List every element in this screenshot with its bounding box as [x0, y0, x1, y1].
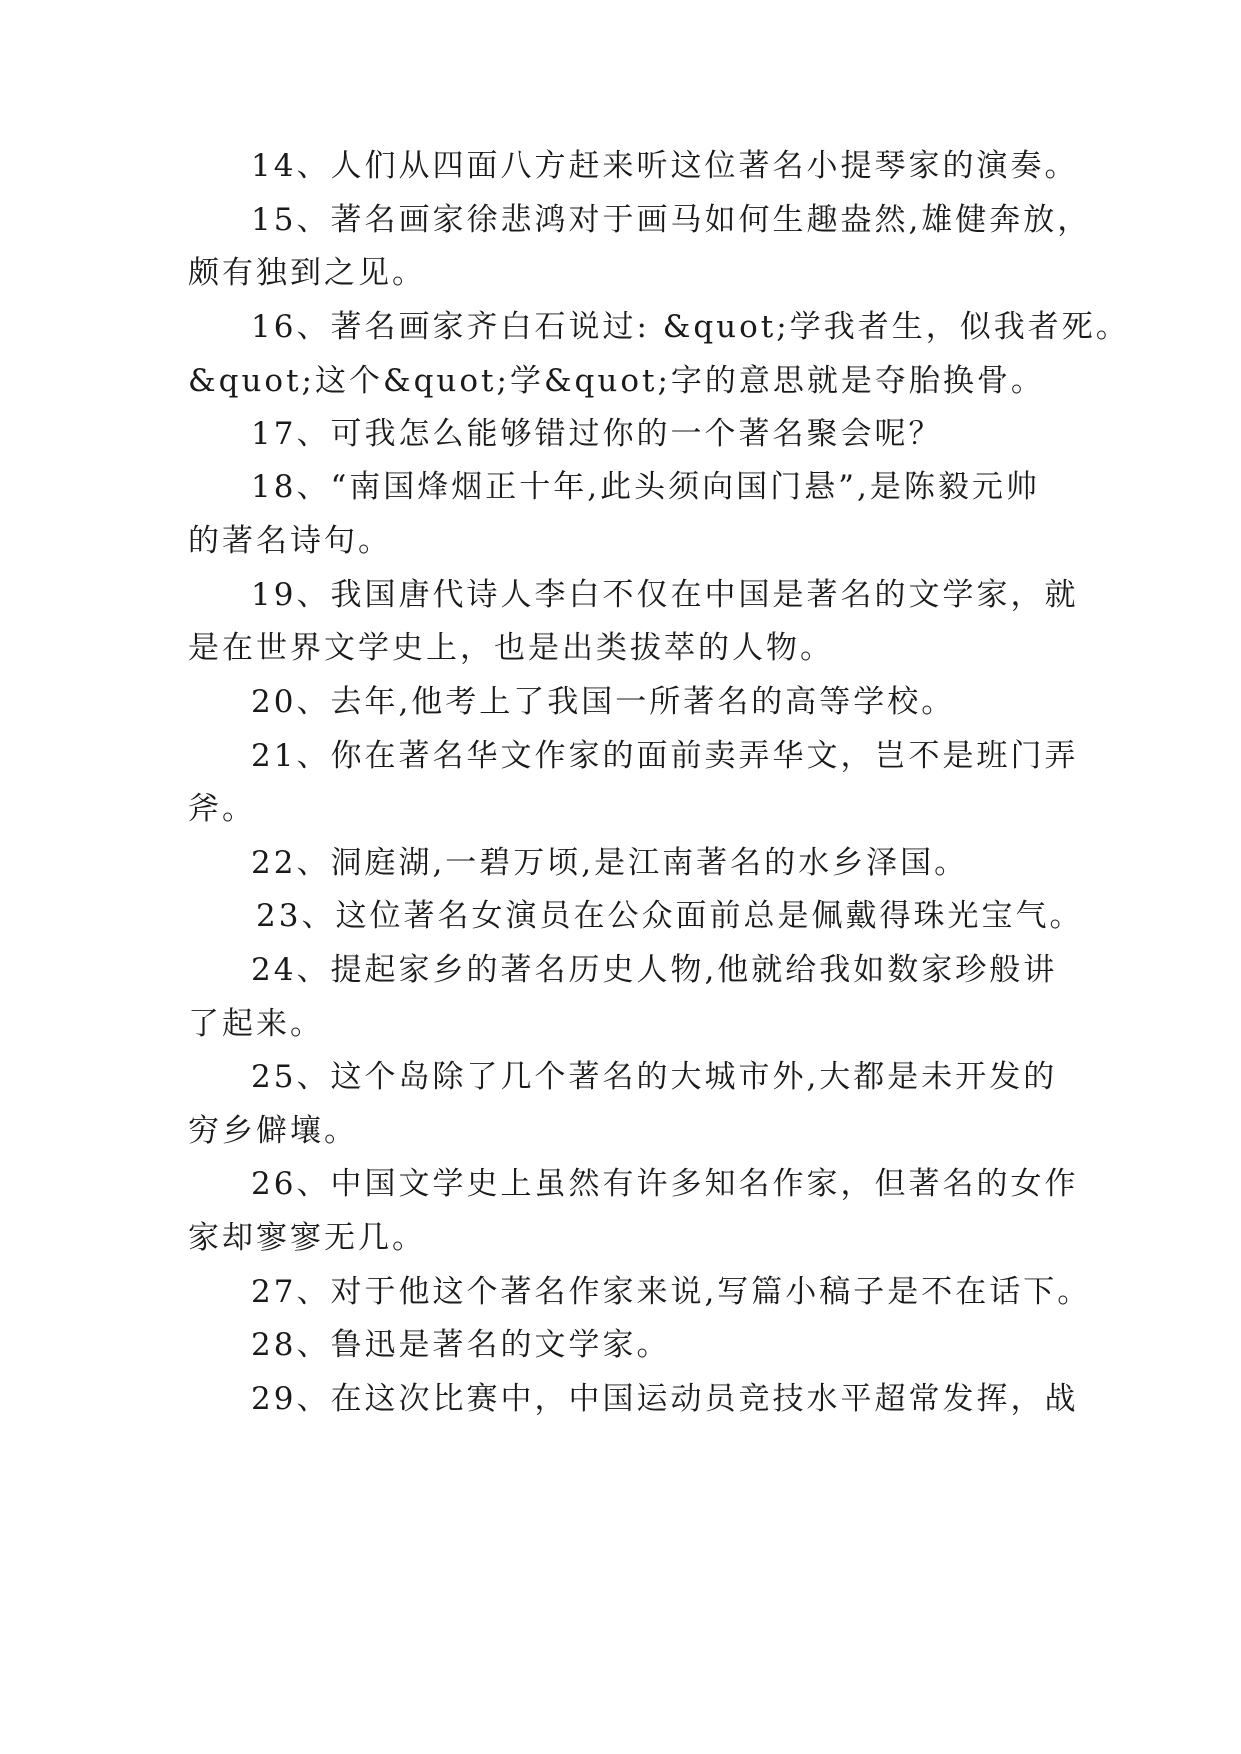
sentence-18: 18、“南国烽烟正十年,此头须向国门悬”,是陈毅元帅 — [251, 469, 1040, 505]
sentence-22: 22、洞庭湖,一碧万顷,是江南著名的水乡泽国。 — [251, 845, 969, 881]
sentence-26-cont: 家却寥寥无几。 — [188, 1220, 426, 1256]
sentence-16-cont: &quot;这个&quot;学&quot;字的意思就是夺胎换骨。 — [188, 363, 1045, 399]
sentence-21: 21、你在著名华文作家的面前卖弄华文，岂不是班门弄 — [251, 738, 1079, 774]
sentence-25: 25、这个岛除了几个著名的大城市外,大都是未开发的 — [251, 1059, 1058, 1095]
sentence-24-cont: 了起来。 — [188, 1006, 324, 1042]
sentence-17: 17、可我怎么能够错过你的一个著名聚会呢？ — [251, 416, 943, 452]
sentence-16: 16、著名画家齐白石说过: &quot;学我者生，似我者死。 — [251, 309, 1130, 345]
sentence-14: 14、人们从四面八方赶来听这位著名小提琴家的演奏。 — [251, 148, 1079, 184]
sentence-27: 27、对于他这个著名作家来说,写篇小稿子是不在话下。 — [251, 1274, 1092, 1310]
sentence-20: 20、去年,他考上了我国一所著名的高等学校。 — [251, 684, 956, 720]
sentence-25-cont: 穷乡僻壤。 — [188, 1113, 358, 1149]
sentence-24: 24、提起家乡的著名历史人物,他就给我如数家珍般讲 — [251, 952, 1058, 988]
sentence-28: 28、鲁迅是著名的文学家。 — [251, 1327, 671, 1363]
sentence-18-cont: 的著名诗句。 — [188, 523, 392, 559]
sentence-26: 26、中国文学史上虽然有许多知名作家，但著名的女作 — [251, 1166, 1079, 1202]
sentence-15: 15、著名画家徐悲鸿对于画马如何生趣盎然,雄健奔放， — [251, 202, 1092, 238]
sentence-19-cont: 是在世界文学史上，也是出类拔萃的人物。 — [188, 630, 834, 666]
sentence-15-cont: 颇有独到之见。 — [188, 255, 426, 291]
sentence-19: 19、我国唐代诗人李白不仅在中国是著名的文学家，就 — [251, 577, 1079, 613]
sentence-29: 29、在这次比赛中，中国运动员竞技水平超常发挥，战 — [251, 1381, 1079, 1417]
sentence-23: 23、这位著名女演员在公众面前总是佩戴得珠光宝气。 — [256, 898, 1084, 934]
sentence-21-cont: 斧。 — [188, 791, 256, 827]
